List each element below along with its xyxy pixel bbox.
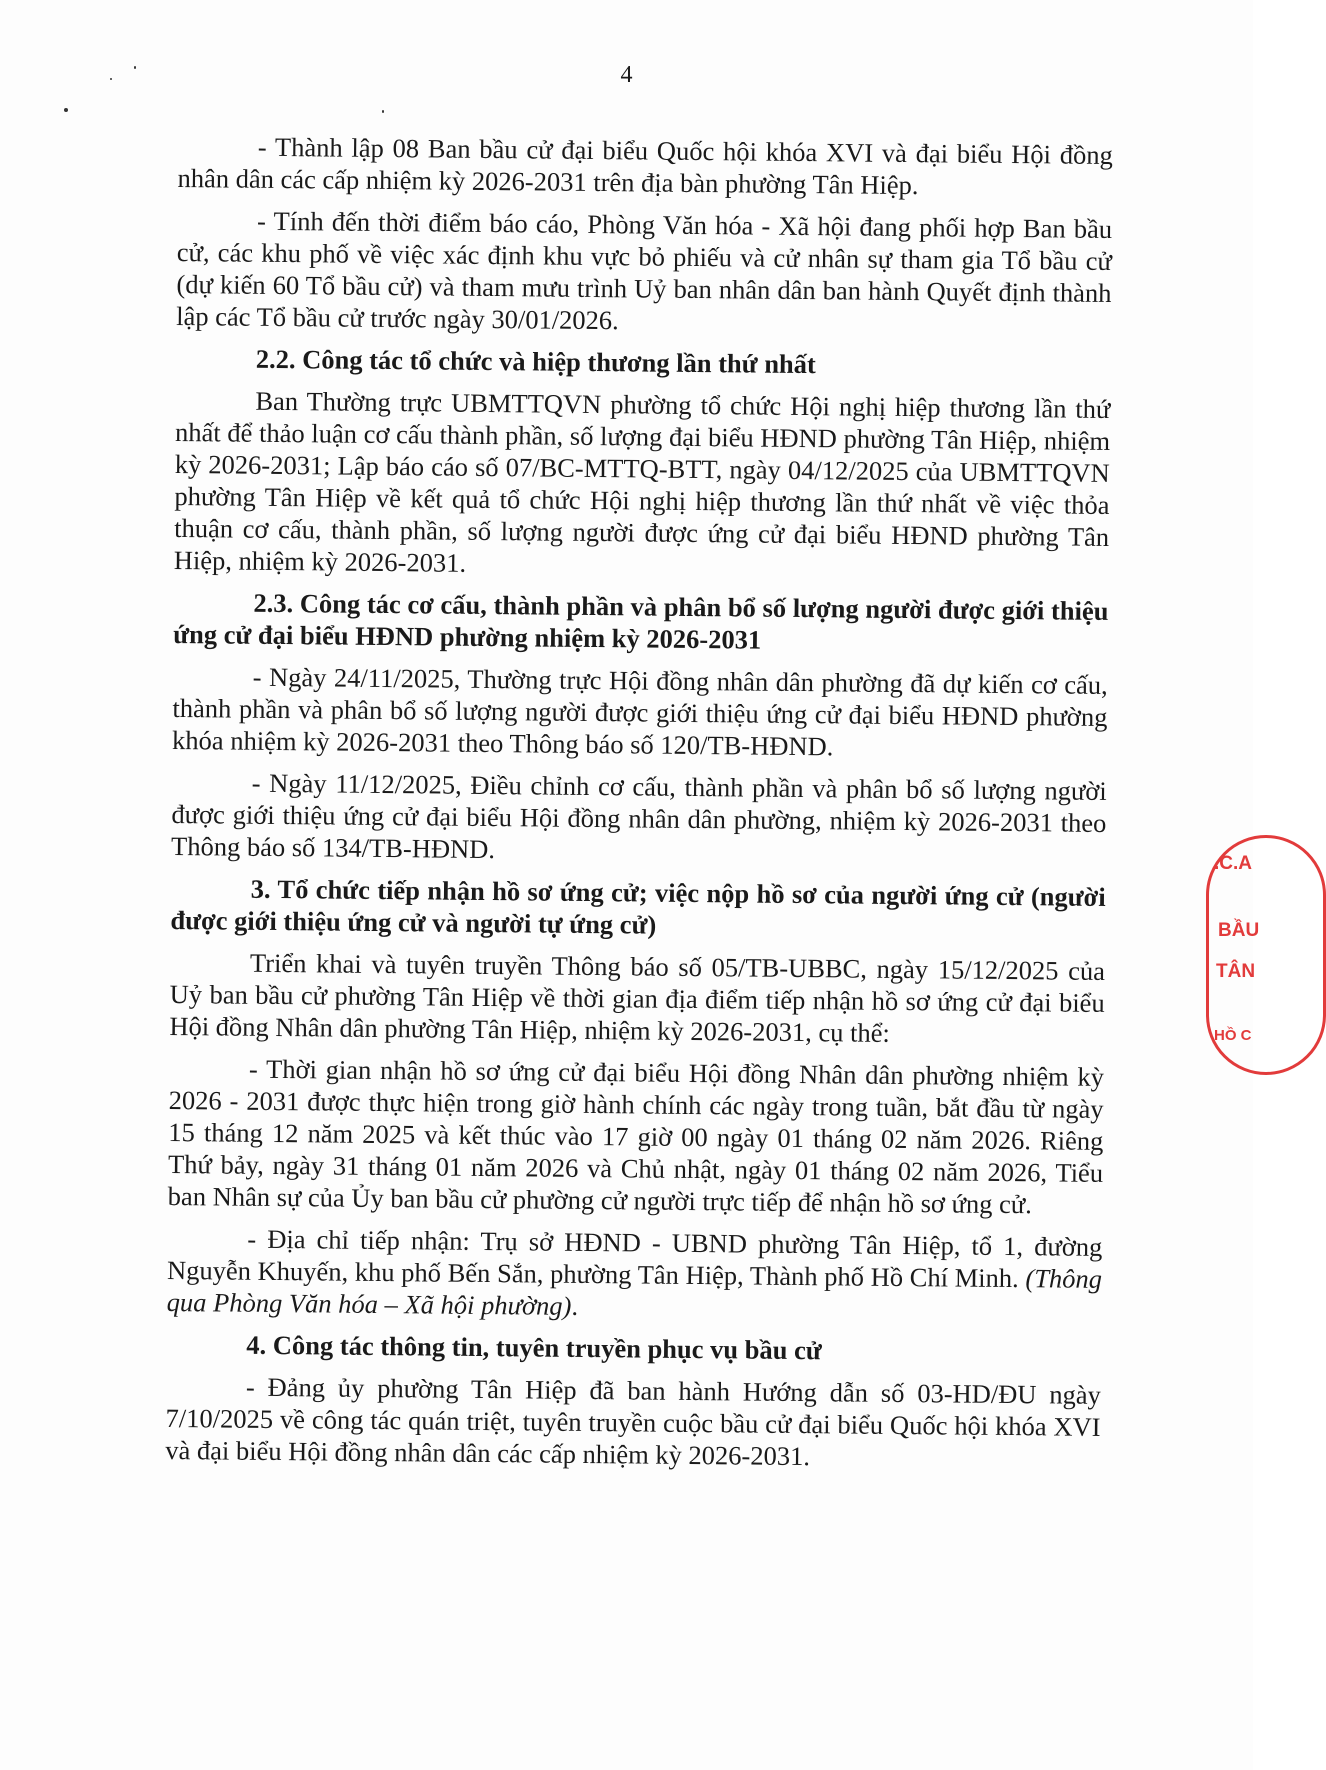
paragraph: - Ngày 24/11/2025, Thường trực Hội đồng nhân dân phường đã dự kiến cơ cấu, thành phần và phân bổ số lượng người được giới thiệu ứng cử đại biểu HĐND phường khóa nhiệm kỳ 2026-2031 theo Thông báo số 120/TB-HĐND. [172, 661, 1108, 762]
red-seal-stamp [1206, 835, 1266, 1075]
section-heading: 2.3. Công tác cơ cấu, thành phần và phân bổ số lượng người được giới thiệu ứng cử đại biểu HĐND phường nhiệm kỳ 2026-2031 [173, 587, 1109, 655]
paragraph: - Ngày 11/12/2025, Điều chỉnh cơ cấu, thành phần và phân bổ số lượng người được giới thiệu ứng cử đại biểu Hội đồng nhân dân phường, nhiệm kỳ 2026-2031 theo Thông báo số 134/TB-HĐND. [170, 767, 1107, 865]
paragraph: - Thời gian nhận hồ sơ ứng cử đại biểu Hội đồng Nhân dân phường nhiệm kỳ 2026 - 2031 được thực hiện trong giờ hành chính các ngày trong tuần, bắt đầu từ ngày 15 tháng 12 năm 2025 và kết thúc vào 17 giờ 00 ngày 01 tháng 02 năm 2026. Riêng Thứ bảy, ngày 31 tháng 01 năm 2026 và Chủ nhật, ngày 01 tháng 02 năm 2026, Tiểu ban Nhân sự của Ủy ban bầu cử phường cử người trực tiếp để nhận hồ sơ ứng cử. [167, 1053, 1105, 1220]
scan-speck [64, 108, 68, 112]
address-text: - Địa chỉ tiếp nhận: Trụ sở HĐND - UBND phường Tân Hiệp, tổ 1, đường Nguyễn Khuyến, khu phố Bến Sắn, phường Tân Hiệp, Thành phố Hồ Chí Minh. [166, 1223, 1103, 1294]
seal-text-fragment: .C.A [1214, 853, 1252, 874]
paragraph: - Thành lập 08 Ban bầu cử đại biểu Quốc hội khóa XVI và đại biểu Hội đồng nhân dân các cấp nhiệm kỳ 2026-2031 trên địa bàn phường Tân Hiệp. [177, 131, 1113, 201]
document-body [165, 130, 1113, 1485]
seal-text-fragment: TÂN [1216, 961, 1256, 982]
address-note: (Thông qua Phòng Văn hóa – Xã hội phường) [166, 1263, 1103, 1321]
paragraph: - Đảng ủy phường Tân Hiệp đã ban hành Hướng dẫn số 03-HD/ĐU ngày 7/10/2025 về công tác quán triệt, tuyên truyền cuộc bầu cử đại biểu Quốc hội khóa XVI và đại biểu Hội đồng nhân dân các cấp nhiệm kỳ 2026-2031. [165, 1371, 1102, 1472]
paragraph: - Tính đến thời điểm báo cáo, Phòng Văn hóa - Xã hội đang phối hợp Ban bầu cử, các khu phố về việc xác định khu vực bỏ phiếu và cử nhân sự tham gia Tổ bầu cử (dự kiến 60 Tổ bầu cử) và tham mưu trình Uỷ ban nhân dân ban hành Quyết định thành lập các Tổ bầu cử trước ngày 30/01/2026. [176, 205, 1113, 336]
section-heading: 4. Công tác thông tin, tuyên truyền phục vụ bầu cử [246, 1329, 822, 1366]
paragraph: Triển khai và tuyên truyền Thông báo số 05/TB-UBBC, ngày 15/12/2025 của Uỷ ban bầu cử phường Tân Hiệp về thời gian địa điểm tiếp nhận hồ sơ ứng cử đại biểu Hội đồng Nhân dân phường Tân Hiệp, nhiệm kỳ 2026-2031, cụ thể: [169, 947, 1106, 1048]
page-number: 4 [620, 62, 633, 88]
section-heading: 3. Tổ chức tiếp nhận hồ sơ ứng cử; việc nộp hồ sơ của người ứng cử (người được giới thiệu ứng cử và người tự ứng cử) [170, 873, 1106, 940]
section-heading: 2.2. Công tác tổ chức và hiệp thương lần thứ nhất [255, 343, 816, 380]
scan-speck [382, 110, 384, 113]
paragraph: Ban Thường trực UBMTTQVN phường tổ chức Hội nghị hiệp thương lần thứ nhất để thảo luận cơ cấu thành phần, số lượng đại biểu HĐND phường Tân Hiệp, nhiệm kỳ 2026-2031; Lập báo cáo số 07/BC-MTTQ-BTT, ngày 04/12/2025 của UBMTTQVN phường Tân Hiệp về kết quả tổ chức Hội nghị hiệp thương lần thứ nhất về việc thỏa thuận cơ cấu, thành phần, số lượng người được ứng cử đại biểu HĐND phường Tân Hiệp, nhiệm kỳ 2026-2031. [173, 385, 1111, 578]
paragraph-address [167, 1222, 1103, 1327]
seal-text-fragment: BẦU [1218, 920, 1260, 941]
seal-text-fragment: HỒ C [1214, 1027, 1252, 1044]
address-tail: . [571, 1290, 579, 1321]
